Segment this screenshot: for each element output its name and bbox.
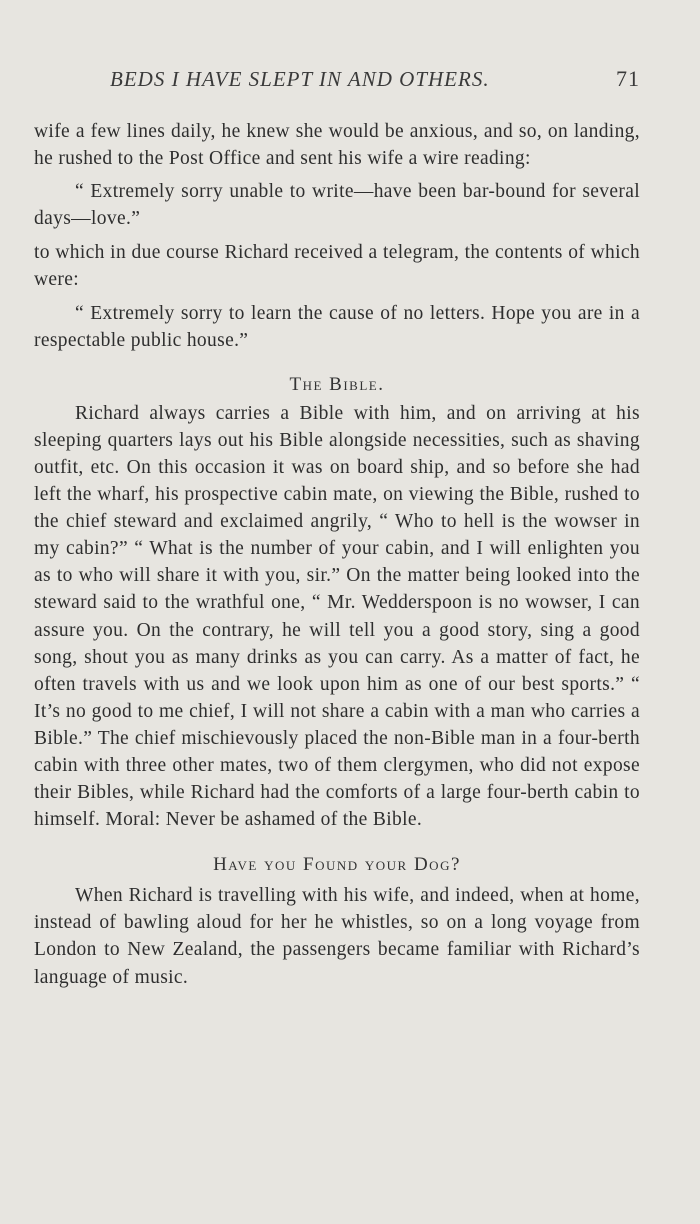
running-title: BEDS I HAVE SLEPT IN AND OTHERS. <box>110 67 490 91</box>
page-number: 71 <box>616 66 640 91</box>
book-page <box>34 66 640 991</box>
paragraph-dog-story: When Richard is travelling with his wife, and indeed, when at home, instead of bawling aloud for her he whistles, so on a long voyage from London to New Zealand, the passengers became familiar with Richard’s language of music. <box>34 885 640 988</box>
telegram-quote-1: “ Extremely sorry unable to write—have been bar-bound for several days—love.” <box>34 181 640 230</box>
section-heading-found-your-dog: Have you Found your Dog? <box>213 854 461 876</box>
telegram-quote-2: “ Extremely sorry to learn the cause of no letters. Hope you are in a respectable public house.” <box>34 302 640 351</box>
paragraph-reply: to which in due course Richard received a telegram, the contents of which were: <box>34 242 640 291</box>
paragraph-continued: wife a few lines daily, he knew she would be anxious, and so, on landing, he rushed to the Post Office and sent his wife a wire reading: <box>34 121 640 170</box>
running-header <box>34 66 640 96</box>
paragraph-bible-story: Richard always carries a Bible with him, and on arriving at his sleeping quarters lays out his Bible alongside necessities, such as shaving outfit, etc. On this occasion it was on board ship, and so before she had left the wharf, his prospective cabin mate, on viewing the Bible, rushed to the chief steward and exclaimed angrily, “ Who to hell is the wowser in my cabin?” “ What is the number of your cabin, and I will enlighten you as to who will share it with you, sir.” On the matter being looked into the steward said to the wrathful one, “ Mr. Wedderspoon is no wowser, I can assure you. On the contrary, he will tell you a good story, sing a good song, shout you as many drinks as you can carry. As a matter of fact, he often travels with us and we look upon him as one of our best sports.” “ It’s no good to me chief, I will not share a cabin with a man who carries a Bible.” The chief mischievously placed the non-Bible man in a four-berth cabin with three other mates, two of them clergymen, who did not expose their Bibles, while Richard had the comforts of a large four-berth cabin to himself. Moral: Never be ashamed of the Bible. <box>34 402 640 831</box>
section-heading-the-bible: The Bible. <box>289 373 385 395</box>
